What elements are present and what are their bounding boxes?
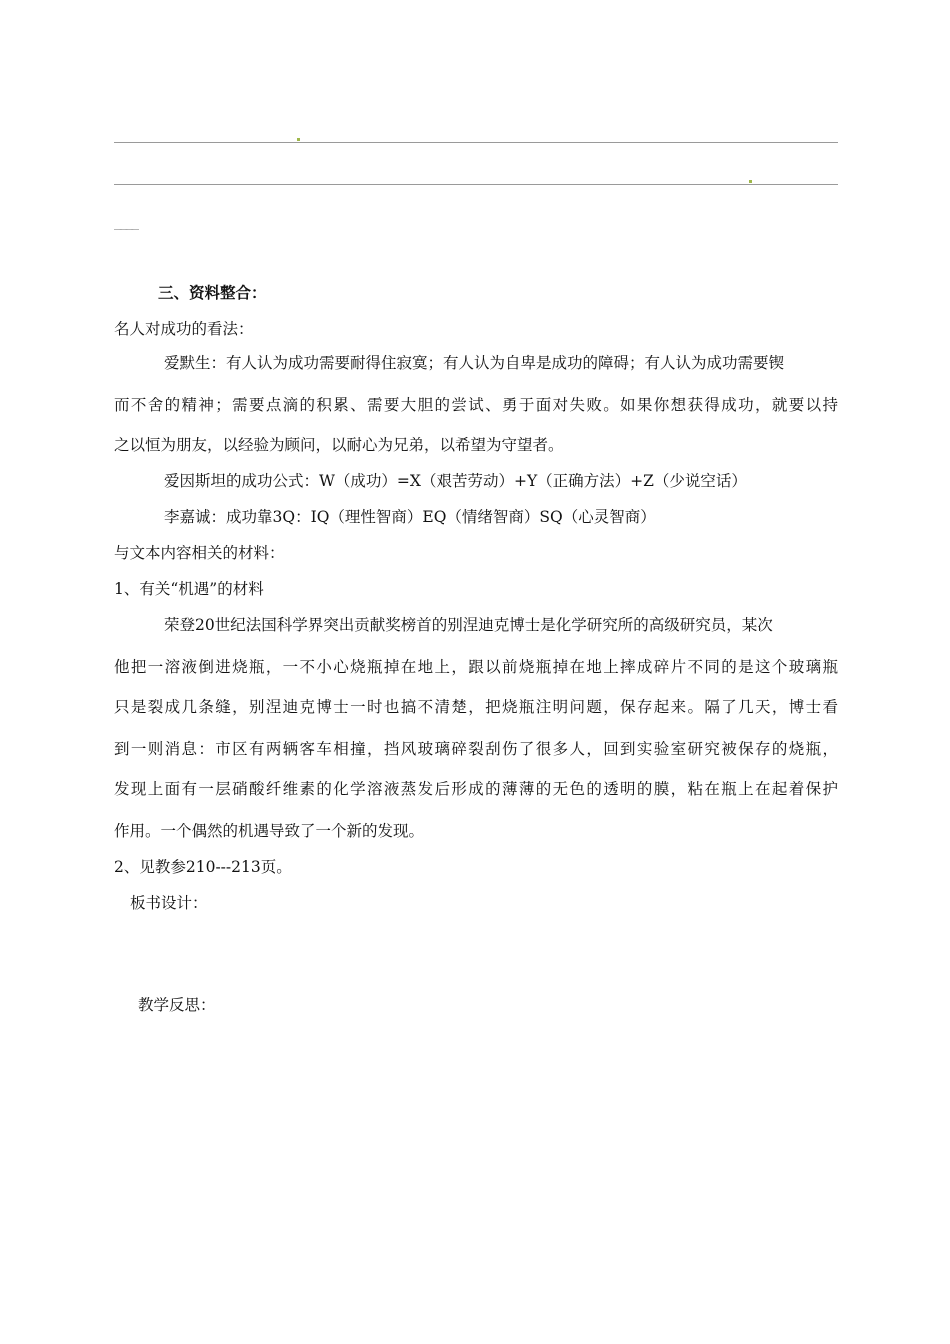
item1-line-6: 作用。一个偶然的机遇导致了一个新的发现。: [114, 822, 425, 840]
item2: 2、见教参210---213页。: [114, 858, 292, 876]
item1-line-5: 发现上面有一层硝酸纤维素的化学溶液蒸发后形成的薄薄的无色的透明的膜，粘在瓶上在起着保护: [114, 780, 838, 798]
line-mark: [297, 138, 300, 141]
famous-intro: 名人对成功的看法：: [114, 320, 254, 338]
reflection-label: 教学反思：: [138, 996, 216, 1014]
emerson-line-3: 之以恒为朋友，以经验为顾问，以耐心为兄弟，以希望为守望者。: [114, 436, 564, 454]
item1-line-3: 只是裂成几条缝，别涅迪克博士一时也搞不清楚，把烧瓶注明问题，保存起来。隔了几天，博士看: [114, 698, 838, 716]
answer-line-1: [114, 142, 838, 143]
emerson-line-2: 而不舍的精神；需要点滴的积累、需要大胆的尝试、勇于面对失败。如果你想获得成功，就要以持: [114, 396, 838, 414]
section-heading: 三、资料整合：: [158, 283, 267, 302]
li-jiacheng-quote: 李嘉诚：成功靠3Q：IQ（理性智商）EQ（情绪智商）SQ（心灵智商）: [164, 508, 656, 526]
item1-line-1: 荣登20世纪法国科学界突出贡献奖榜首的别涅迪克博士是化学研究所的高级研究员，某次: [164, 616, 773, 634]
item1-line-4: 到一则消息：市区有两辆客车相撞，挡风玻璃碎裂刮伤了很多人，回到实验室研究被保存的烧瓶，: [114, 740, 838, 758]
related-intro: 与文本内容相关的材料：: [114, 544, 285, 562]
answer-line-3: ____: [114, 212, 137, 230]
board-design-label: 板书设计：: [130, 894, 208, 912]
item1-title: 1、有关“机遇”的材料: [114, 580, 264, 598]
answer-line-2: [114, 184, 838, 185]
line-mark: [749, 180, 752, 183]
einstein-formula: 爱因斯坦的成功公式：W（成功）=X（艰苦劳动）+Y（正确方法）+Z（少说空话）: [164, 472, 747, 490]
emerson-line-1: 爱默生：有人认为成功需要耐得住寂寞；有人认为自卑是成功的障碍；有人认为成功需要锲: [164, 354, 785, 372]
item1-line-2: 他把一溶液倒进烧瓶，一不小心烧瓶掉在地上，跟以前烧瓶掉在地上摔成碎片不同的是这个玻璃瓶: [114, 658, 838, 676]
